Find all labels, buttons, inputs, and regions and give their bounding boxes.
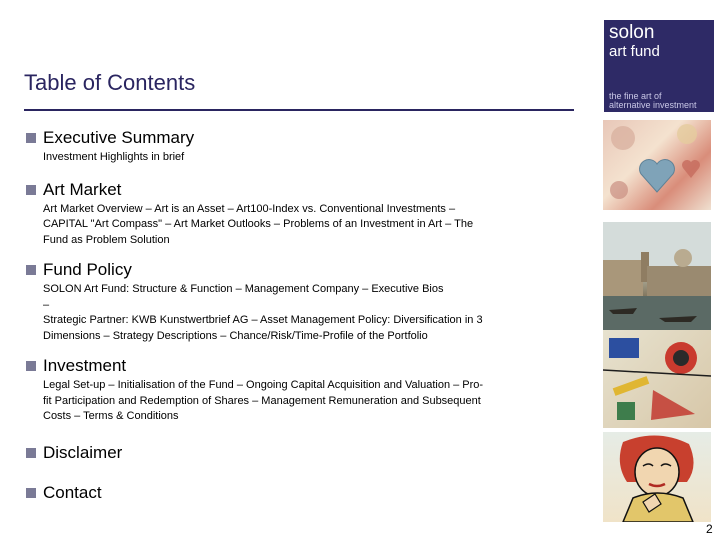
toc-section-contact — [26, 483, 576, 503]
description-line: CAPITAL "Art Compass" – Art Market Outlooks – Problems of an Investment in Art – The — [43, 218, 474, 230]
toc-section-executive-summary — [26, 128, 576, 166]
artwork-pop-art-image — [603, 432, 711, 522]
description-line: – — [43, 298, 50, 311]
description-line: fit Participation and Redemption of Shares – Management Remuneration and Subsequent — [43, 394, 481, 407]
bullet-square-icon — [26, 265, 36, 275]
logo-tagline-1: the fine art of — [609, 91, 662, 101]
artwork-abstract-image — [603, 330, 711, 428]
description-line: SOLON Art Fund: Structure & Function – Management Company – Executive Bios — [43, 283, 444, 295]
bullet-square-icon — [26, 361, 36, 371]
page-number: 2 — [706, 522, 713, 536]
title-divider — [24, 109, 574, 111]
section-description — [43, 282, 576, 344]
section-description — [43, 378, 576, 425]
bullet-square-icon — [26, 488, 36, 498]
section-heading: Contact — [43, 482, 102, 502]
artwork-venice-image — [603, 222, 711, 332]
section-description — [43, 202, 576, 249]
logo-line-1: solon — [609, 22, 655, 43]
bullet-square-icon — [26, 133, 36, 143]
section-heading: Executive Summary — [43, 128, 195, 147]
description-line: Dimensions – Strategy Descriptions – Chance/Risk/Time-Profile of the Portfolio — [43, 329, 428, 342]
page-title: Table of Contents — [24, 70, 196, 95]
logo-line-2: art fund — [609, 43, 660, 60]
description-line: Investment Highlights in brief — [43, 151, 185, 163]
table-of-contents — [26, 128, 576, 503]
logo-tagline-2: alternative investment — [609, 100, 697, 110]
bullet-square-icon — [26, 448, 36, 458]
toc-section-investment — [26, 356, 576, 425]
solon-art-fund-logo — [604, 20, 714, 112]
description-line: Costs – Terms & Conditions — [43, 410, 179, 422]
toc-section-fund-policy — [26, 260, 576, 344]
artwork-hearts-image — [603, 120, 711, 210]
section-heading: Disclaimer — [43, 442, 123, 462]
section-heading: Fund Policy — [43, 260, 132, 279]
logo-tagline — [609, 92, 697, 110]
description-line: Legal Set-up – Initialisation of the Fund – Ongoing Capital Acquisition and Valuation – Pro- — [43, 379, 484, 391]
section-description — [43, 150, 576, 166]
description-line: Strategic Partner: KWB Kunstwertbrief AG – Asset Management Policy: Diversification in 3 — [43, 314, 483, 326]
description-line: Art Market Overview – Art is an Asset – Art100-Index vs. Conventional Investments – — [43, 202, 456, 215]
toc-section-disclaimer — [26, 443, 576, 463]
toc-section-art-market — [26, 180, 576, 249]
section-heading: Art Market — [43, 179, 122, 199]
bullet-square-icon — [26, 185, 36, 195]
section-heading: Investment — [43, 356, 127, 375]
description-line: Fund as Problem Solution — [43, 233, 170, 246]
